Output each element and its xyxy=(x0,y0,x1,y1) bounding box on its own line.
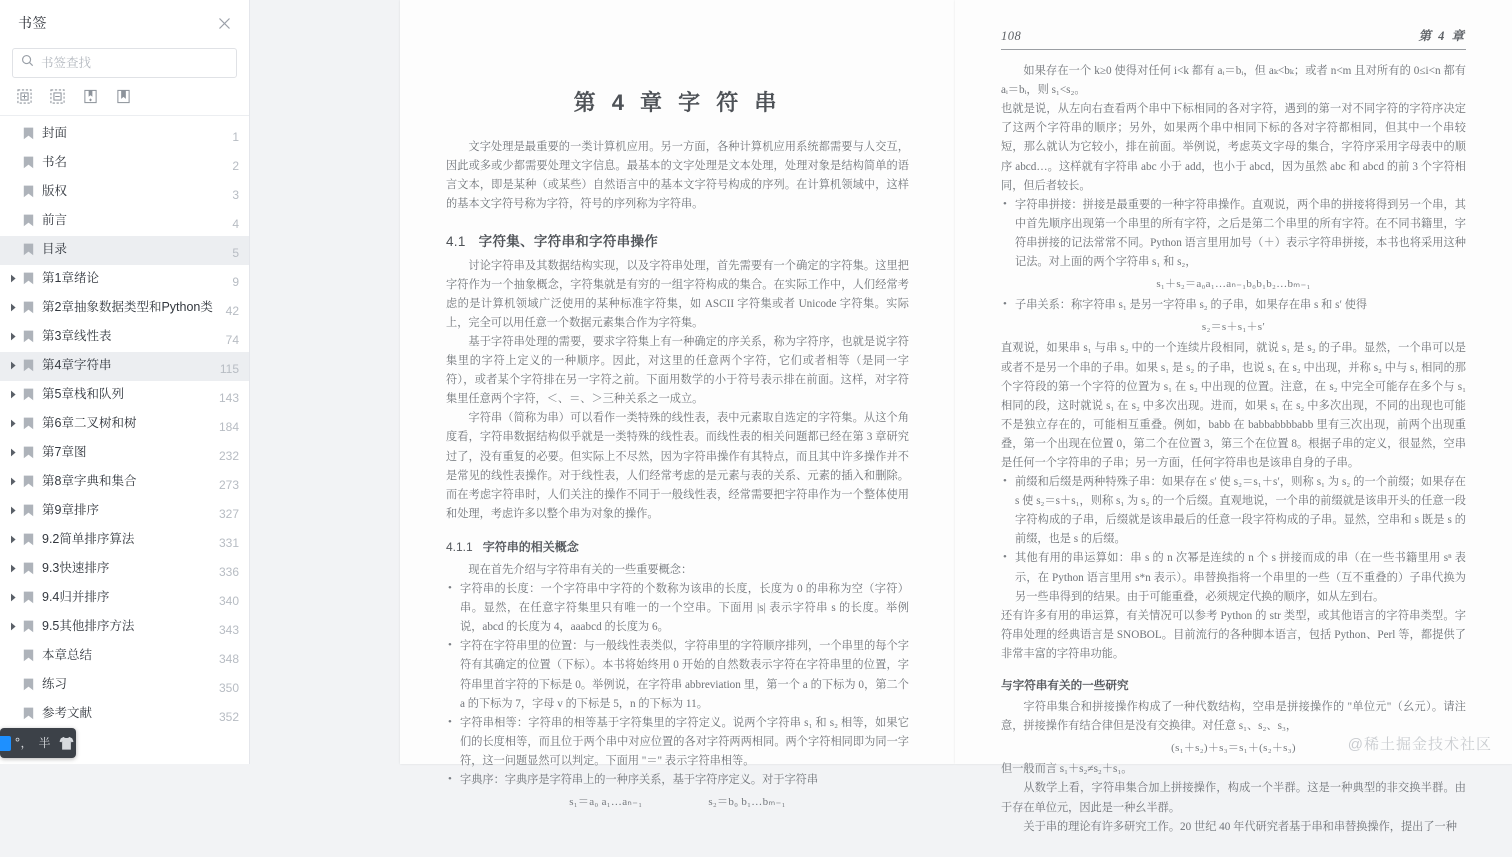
bookmark-icon xyxy=(20,299,36,314)
bookmark-item[interactable] xyxy=(0,468,249,497)
bookmark-item[interactable] xyxy=(0,236,249,265)
sidebar-title: 书签 xyxy=(18,15,47,31)
bookmark-item-label: 版权 xyxy=(42,184,68,198)
search-input[interactable] xyxy=(41,56,228,70)
bookmark-item[interactable] xyxy=(0,642,249,671)
right-p7: 从数学上看，字符串集合加上拼接操作，构成一个半群。这是一种典型的非交换半群。由于存在单位元，因此是一种幺半群。 xyxy=(1001,782,1466,814)
search-container xyxy=(0,46,249,78)
bookmark-item[interactable] xyxy=(0,120,249,149)
bookmark-item-page: 340 xyxy=(218,594,239,608)
chapter-title: 第 4 章 字 符 串 xyxy=(573,90,782,115)
bookmark-item-page: 42 xyxy=(225,304,239,318)
bookmark-item[interactable] xyxy=(0,323,249,352)
bookmark-item-page: 3 xyxy=(232,188,239,202)
bookmark-icon xyxy=(20,560,36,575)
right-p1: 如果存在一个 k≥0 使得对任何 i<k 都有 aᵢ＝bᵢ，但 aₖ<bₖ；或者 n<m 且对所有的 0≤i<n 都有 aᵢ＝bᵢ，则 s₁<s₂。 xyxy=(1001,65,1466,97)
bookmark-item-page: 5 xyxy=(232,246,239,260)
bookmark-item-label: 第2章抽象数据类型和Python类 xyxy=(42,300,213,314)
section-4-1-number: 4.1 xyxy=(446,234,466,250)
bookmark-item-label: 目录 xyxy=(42,242,68,256)
bookmark-item[interactable] xyxy=(0,526,249,555)
bookmark-item-label: 第1章绪论 xyxy=(42,271,99,285)
chevron-right-icon[interactable] xyxy=(6,502,20,515)
bookmark-icon xyxy=(20,502,36,517)
bookmark-icon xyxy=(20,473,36,488)
ime-toolbar[interactable] xyxy=(0,728,76,758)
bookmark-item[interactable] xyxy=(0,613,249,642)
list-item: • 字符串拼接：拼接是最重要的一种字符串操作。直观说，两个串的拼接将得到另一个串，其中首先顺序出现第一个串里的所有字符，之后是第二个串里的所有字符。在不同书籍里，字符串拼接的记法常常不同。Python 语言里用加号（＋）表示字符串拼接，本书也将采用这种记法。对上面的两个字符串 s₁ 和 s₂， xyxy=(1001,196,1466,272)
page-number: 108 xyxy=(1001,29,1022,43)
bookmark-item[interactable] xyxy=(0,294,249,323)
add-bookmark-icon[interactable] xyxy=(82,88,99,105)
page-right-content xyxy=(955,0,1512,833)
section-4-1-title: 字符集、字符串和字符串操作 xyxy=(478,234,659,250)
bookmark-icon xyxy=(20,328,36,343)
page-left-content xyxy=(400,90,955,857)
formula-pair xyxy=(446,790,909,814)
watermark: @稀土掘金技术社区 xyxy=(1347,735,1492,753)
ime-punctuation-toggle[interactable]: °， xyxy=(14,736,33,750)
bookmark-item-label: 9.3快速排序 xyxy=(42,561,110,575)
chevron-right-icon[interactable] xyxy=(6,386,20,399)
subsection-heading: 与字符串有关的一些研究 xyxy=(1001,679,1129,692)
chevron-right-icon[interactable] xyxy=(6,473,20,486)
bookmark-item-page: 331 xyxy=(218,536,239,550)
bookmark-icon xyxy=(20,589,36,604)
ime-skin-icon[interactable] xyxy=(57,734,76,753)
bookmark-item-page: 336 xyxy=(218,565,239,579)
bookmark-item-label: 第3章线性表 xyxy=(42,329,112,343)
right-p4: 还有许多有用的串运算，有关情况可以参考 Python 的 str 类型，或其他语言的字符串类型。字符串处理的经典语言是 SNOBOL。目前流行的各种脚本语言，包括 Python、Perl 等，都提供了非常丰富的字符串功能。 xyxy=(1001,609,1466,660)
formula-substring: s₂＝s＋s₁＋s′ xyxy=(1201,321,1266,334)
bookmark-item-label: 9.5其他排序方法 xyxy=(42,619,135,633)
list-item: • 字典序：字典序是字符串上的一种序关系，基于字符序定义。对于字符串 xyxy=(446,771,909,790)
formula-s2: s₂＝b₀ b₁…bₘ₋₁ xyxy=(708,796,786,809)
bookmark-item-page: 2 xyxy=(232,159,239,173)
sidebar-header xyxy=(0,0,249,46)
bookmark-item-label: 第6章二叉树和树 xyxy=(42,416,137,430)
concept-bullet-list xyxy=(446,580,909,790)
bookmark-item-label: 第4章字符串 xyxy=(42,358,112,372)
right-bullet-2 xyxy=(1001,296,1466,315)
expand-all-icon[interactable] xyxy=(16,88,33,105)
bookmark-item[interactable] xyxy=(0,265,249,294)
right-p6: 但一般而言 s₁＋s₂≠s₂＋s₁。 xyxy=(1001,763,1133,776)
list-item: • 字符在字符串里的位置：与一般线性表类似，字符串里的字符顺序排列，一个串里的每个字符有其确定的位置（下标）。本书将始终用 0 开始的自然数表示字符在字符串里的位置，字符串里首字符的下标是 0。举例说，在字符串 abbreviation 里，第一个 a 的下标为 0，第二个 a 的下标为 7，字母 v 的下标是 5，n 的下标为 11。 xyxy=(446,637,909,713)
bookmark-item-label: 本章总结 xyxy=(42,648,93,662)
bookmark-item-page: 184 xyxy=(218,420,239,434)
bookmark-item-page: 352 xyxy=(218,710,239,724)
bookmark-icon xyxy=(20,444,36,459)
bookmark-item-page: 273 xyxy=(218,478,239,492)
bookmark-toolbar xyxy=(0,78,249,116)
intro-paragraph: 文字处理是最重要的一类计算机应用。另一方面，各种计算机应用系统都需要与人交互，因此或多或少都需要处理文字信息。最基本的文字处理是文本处理，处理对象是结构简单的语言文本，即是某种（或某些）自然语言中的基本文字符号构成的序列。在计算机领域中，这样的基本文字符号称为字符，符号的序列称为字符串。 xyxy=(446,141,909,211)
collapse-all-icon[interactable] xyxy=(49,88,66,105)
bookmark-list[interactable] xyxy=(0,116,249,764)
bookmark-icon xyxy=(20,705,36,720)
bookmark-item-label: 9.4归并排序 xyxy=(42,590,110,604)
chevron-right-icon[interactable] xyxy=(6,357,20,370)
list-item: • 字符串的长度：一个字符串中字符的个数称为该串的长度，长度为 0 的串称为空（字符）串。显然，在任意字符集里只有唯一的一个空串。下面用 |s| 表示字符串 s 的长度。举例说，abcd 的长度为 4，aaabcd 的长度为 6。 xyxy=(446,580,909,637)
bookmark-icon[interactable] xyxy=(115,88,132,105)
right-p5: 字符串集合和拼接操作构成了一种代数结构，空串是拼接操作的 "单位元"（幺元）。请注意，拼接操作有结合律但是没有交换律。对任意 s₁、s₂、s₃， xyxy=(1001,701,1466,733)
bookmark-item-page: 9 xyxy=(232,275,239,289)
bookmark-icon xyxy=(20,241,36,256)
bookmark-item-page: 348 xyxy=(218,652,239,666)
bookmark-item[interactable] xyxy=(0,555,249,584)
section-4-1-p2: 基于字符串处理的需要，要求字符集上有一种确定的序关系，称为字符序，也就是说字符集里的字符上定义的一种顺序。因此，对这里的任意两个字符，它们或者相等（是同一字符），或者某个字符排在另一字符之前。下面用数学的小于符号表示排在前面。这样，对字符集里任意两个字符，＜、＝、＞三种关系之一成立。 xyxy=(446,335,909,406)
bookmark-item-label: 第5章栈和队列 xyxy=(42,387,124,401)
page-left xyxy=(400,0,955,809)
chevron-right-icon[interactable] xyxy=(6,270,20,283)
bookmark-item-label: 9.2简单排序算法 xyxy=(42,532,135,546)
section-4-1-p3: 字符串（简称为串）可以看作一类特殊的线性表，表中元素取自选定的字符集。从这个角度看，字符串数据结构似乎就是一类特殊的线性表。而线性表的相关问题都已经在第 3 章研究过了，没有重复的必要。但实际上不尽然，因为字符串操作有其特点，而且其中许多操作并不是常见的线性表操作。对于线性表，人们经常考虑的是元素与表的关系、元素的插入和删除。而在考虑字符串时，人们关注的操作不同于一般线性表，经常需要把字符串作为一个整体使用和处理，考虑许多以整个串为对象的操作。 xyxy=(446,412,909,520)
bookmark-item[interactable] xyxy=(0,410,249,439)
bookmark-item[interactable] xyxy=(0,671,249,700)
right-bullet-3 xyxy=(1001,473,1466,607)
list-item: • 字符串相等：字符串的相等基于字符集里的字符定义。说两个字符串 s₁ 和 s₂ 相等，如果它们的长度相等，而且位于两个串中对应位置的各对字符两两相同。两个字符相同即为同一字符，这一问题显然可以判定。下面用 "＝" 表示字符串相等。 xyxy=(446,714,909,771)
bookmark-item-label: 第8章字典和集合 xyxy=(42,474,137,488)
ime-halfwidth-toggle[interactable]: 半 xyxy=(38,736,51,750)
bookmark-icon xyxy=(20,270,36,285)
bookmark-item-label: 封面 xyxy=(42,126,68,140)
formula-s1: s₁＝a₀ a₁…aₙ₋₁ xyxy=(569,796,643,809)
bookmark-item-label: 第7章图 xyxy=(42,445,87,459)
right-p8: 关于串的理论有许多研究工作。20 世纪 40 年代研究者基于串和串替换操作，提出了一种 xyxy=(1023,820,1457,833)
formula-concat: s₁＋s₂＝a₀a₁…aₙ₋₁b₀b₁b₂…bₘ₋₁ xyxy=(1156,278,1311,291)
section-4-1-1-lead: 现在首先介绍与字符串有关的一些重要概念： xyxy=(468,563,693,576)
bookmark-item-page: 343 xyxy=(218,623,239,637)
bookmark-item[interactable] xyxy=(0,149,249,178)
chevron-right-icon[interactable] xyxy=(6,299,20,312)
chevron-right-icon[interactable] xyxy=(6,618,20,631)
bookmark-item[interactable] xyxy=(0,207,249,236)
bookmark-item-page: 4 xyxy=(232,217,239,231)
bookmark-icon xyxy=(20,676,36,691)
section-4-1-1-number: 4.1.1 xyxy=(446,539,473,554)
bookmark-icon xyxy=(20,618,36,633)
bookmark-item[interactable] xyxy=(0,584,249,613)
right-bullet-1 xyxy=(1001,196,1466,272)
close-icon[interactable] xyxy=(213,12,235,34)
bookmark-sidebar xyxy=(0,0,250,764)
section-4-1-p1: 讨论字符串及其数据结构实现，以及字符串处理，首先需要有一个确定的字符集。这里把字符作为一个抽象概念，字符集就是有穷的一组字符构成的集合。在实际工作中，人们经常考虑的是计算机领域广泛使用的某种标准字符集，如 ASCII 字符集或者 Unicode 字符集。实际上，完全可以用任意一个数据元素集合作为字符集。 xyxy=(446,259,909,329)
list-item: • 子串关系：称字符串 s₁ 是另一字符串 s₂ 的子串，如果存在串 s 和 s′ 使得 xyxy=(1001,296,1466,315)
ime-logo-icon[interactable] xyxy=(0,736,11,751)
chevron-right-icon[interactable] xyxy=(6,415,20,428)
chevron-right-icon[interactable] xyxy=(6,531,20,544)
right-p2: 也就是说，从左向右查看两个串中下标相同的各对字符，遇到的第一对不同字符的字符序决定了这两个字符串的顺序；另外，如果两个串中相同下标的各对字符都相同，但其中一个串较短，那么就认为它较小，排在前面。举例说，考虑英文字母的集合，字符序采用字母表中的顺序 abcd…。这样就有字符串 abc 小于 add，也小于 abcd，因为虽然 abc 和 abcd 的前 3 个字符相同，但后者较长。 xyxy=(1001,103,1466,192)
right-p3: 直观说，如果串 s₁ 与串 s₂ 中的一个连续片段相同，就说 s₁ 是 s₂ 的子串。显然，一个串可以是或者不是另一个串的子串。如果 s₁ 是 s₂ 的子串，也说 s₁ 在 s₂ 中出现，并称 s₂ 中与 s₁ 相同的那个字符段的第一个字符的位置为 s₁ 在 s₂ 中出现的位置。注意，在 s₂ 中完全可能存在多个与 s₁ 相同的段，这时就说 s₁ 在 s₂ 中多次出现。进而，如果 s₁ 在 s₂ 中多次出现，不同的出现也可能不是独立存在的，可能相互重叠。例如，babb 在 babbabbbbabb 里有三次出现，前两个出现重叠，第一个出现在位置 0，第二个在位置 3，第三个在位置 8。根据子串的定义，很显然，空串是任何一个字符串的子串；另一方面，任何字符串也是该串自身的子串。 xyxy=(1001,342,1466,469)
formula-associativity: (s₁＋s₂)＋s₃＝s₁＋(s₂＋s₃) xyxy=(1171,742,1296,755)
bookmark-icon xyxy=(20,125,36,140)
bookmark-item-page: 115 xyxy=(219,362,239,376)
bookmark-item-label: 参考文献 xyxy=(42,706,93,720)
list-item: • 其他有用的串运算如：串 s 的 n 次幂是连续的 n 个 s 拼接而成的串（在一些书籍里用 sⁿ 表示，在 Python 语言里用 s*n 表示）。串替换指将一个串里的一些（互不重叠的）子串代换为另一些串得到的结果。由于可能重叠，必须规定代换的顺序，如从左到右。 xyxy=(1001,549,1466,606)
page-right xyxy=(955,0,1512,833)
chevron-right-icon[interactable] xyxy=(6,589,20,602)
section-4-1-1-title: 字符串的相关概念 xyxy=(482,539,579,554)
bookmark-icon xyxy=(20,212,36,227)
bookmark-item-label: 书名 xyxy=(42,155,68,169)
bookmark-icon xyxy=(20,415,36,430)
bookmark-item-label: 前言 xyxy=(42,213,68,227)
chevron-right-icon[interactable] xyxy=(6,328,20,341)
bookmark-item-label: 第9章排序 xyxy=(42,503,99,517)
bookmark-icon xyxy=(20,183,36,198)
section-4-1-heading xyxy=(446,232,909,251)
bookmark-item[interactable] xyxy=(0,352,249,381)
bookmark-icon xyxy=(20,357,36,372)
search-icon xyxy=(21,54,34,72)
bookmark-item-page: 74 xyxy=(225,333,239,347)
chevron-right-icon[interactable] xyxy=(6,560,20,573)
bookmark-item[interactable] xyxy=(0,700,249,729)
section-4-1-1-heading xyxy=(446,538,909,557)
bookmark-item[interactable] xyxy=(0,497,249,526)
bookmark-item-label: 练习 xyxy=(42,677,68,691)
bookmark-icon xyxy=(20,386,36,401)
bookmark-item[interactable] xyxy=(0,381,249,410)
running-chapter-title: 第 4 章 xyxy=(1418,29,1466,43)
document-viewport[interactable] xyxy=(250,0,1512,833)
list-item: • 前缀和后缀是两种特殊子串：如果存在 s′ 使 s₂＝s₁＋s′，则称 s₁ 为 s₂ 的一个前缀；如果存在 s 使 s₂＝s＋s₁，则称 s₁ 为 s₂ 的一个后缀。直观地说，一个串的前缀就是该串开头的任意一段字符构成的子串，后缀就是该串最后的任意一段字符构成的子串。显然，空串和 s 既是 s 的前缀，也是 s 的后缀。 xyxy=(1001,473,1466,549)
bookmark-item[interactable] xyxy=(0,178,249,207)
bookmark-icon xyxy=(20,154,36,169)
bookmark-item[interactable] xyxy=(0,439,249,468)
bookmark-item-page: 232 xyxy=(218,449,239,463)
search-box[interactable] xyxy=(12,48,237,78)
bookmark-item-page: 1 xyxy=(232,130,239,144)
running-header xyxy=(1001,0,1466,50)
bookmark-icon xyxy=(20,531,36,546)
bookmark-item-page: 143 xyxy=(218,391,239,405)
bookmark-item-page: 350 xyxy=(218,681,239,695)
chevron-right-icon[interactable] xyxy=(6,444,20,457)
bookmark-item-page: 327 xyxy=(218,507,239,521)
bookmark-icon xyxy=(20,647,36,662)
